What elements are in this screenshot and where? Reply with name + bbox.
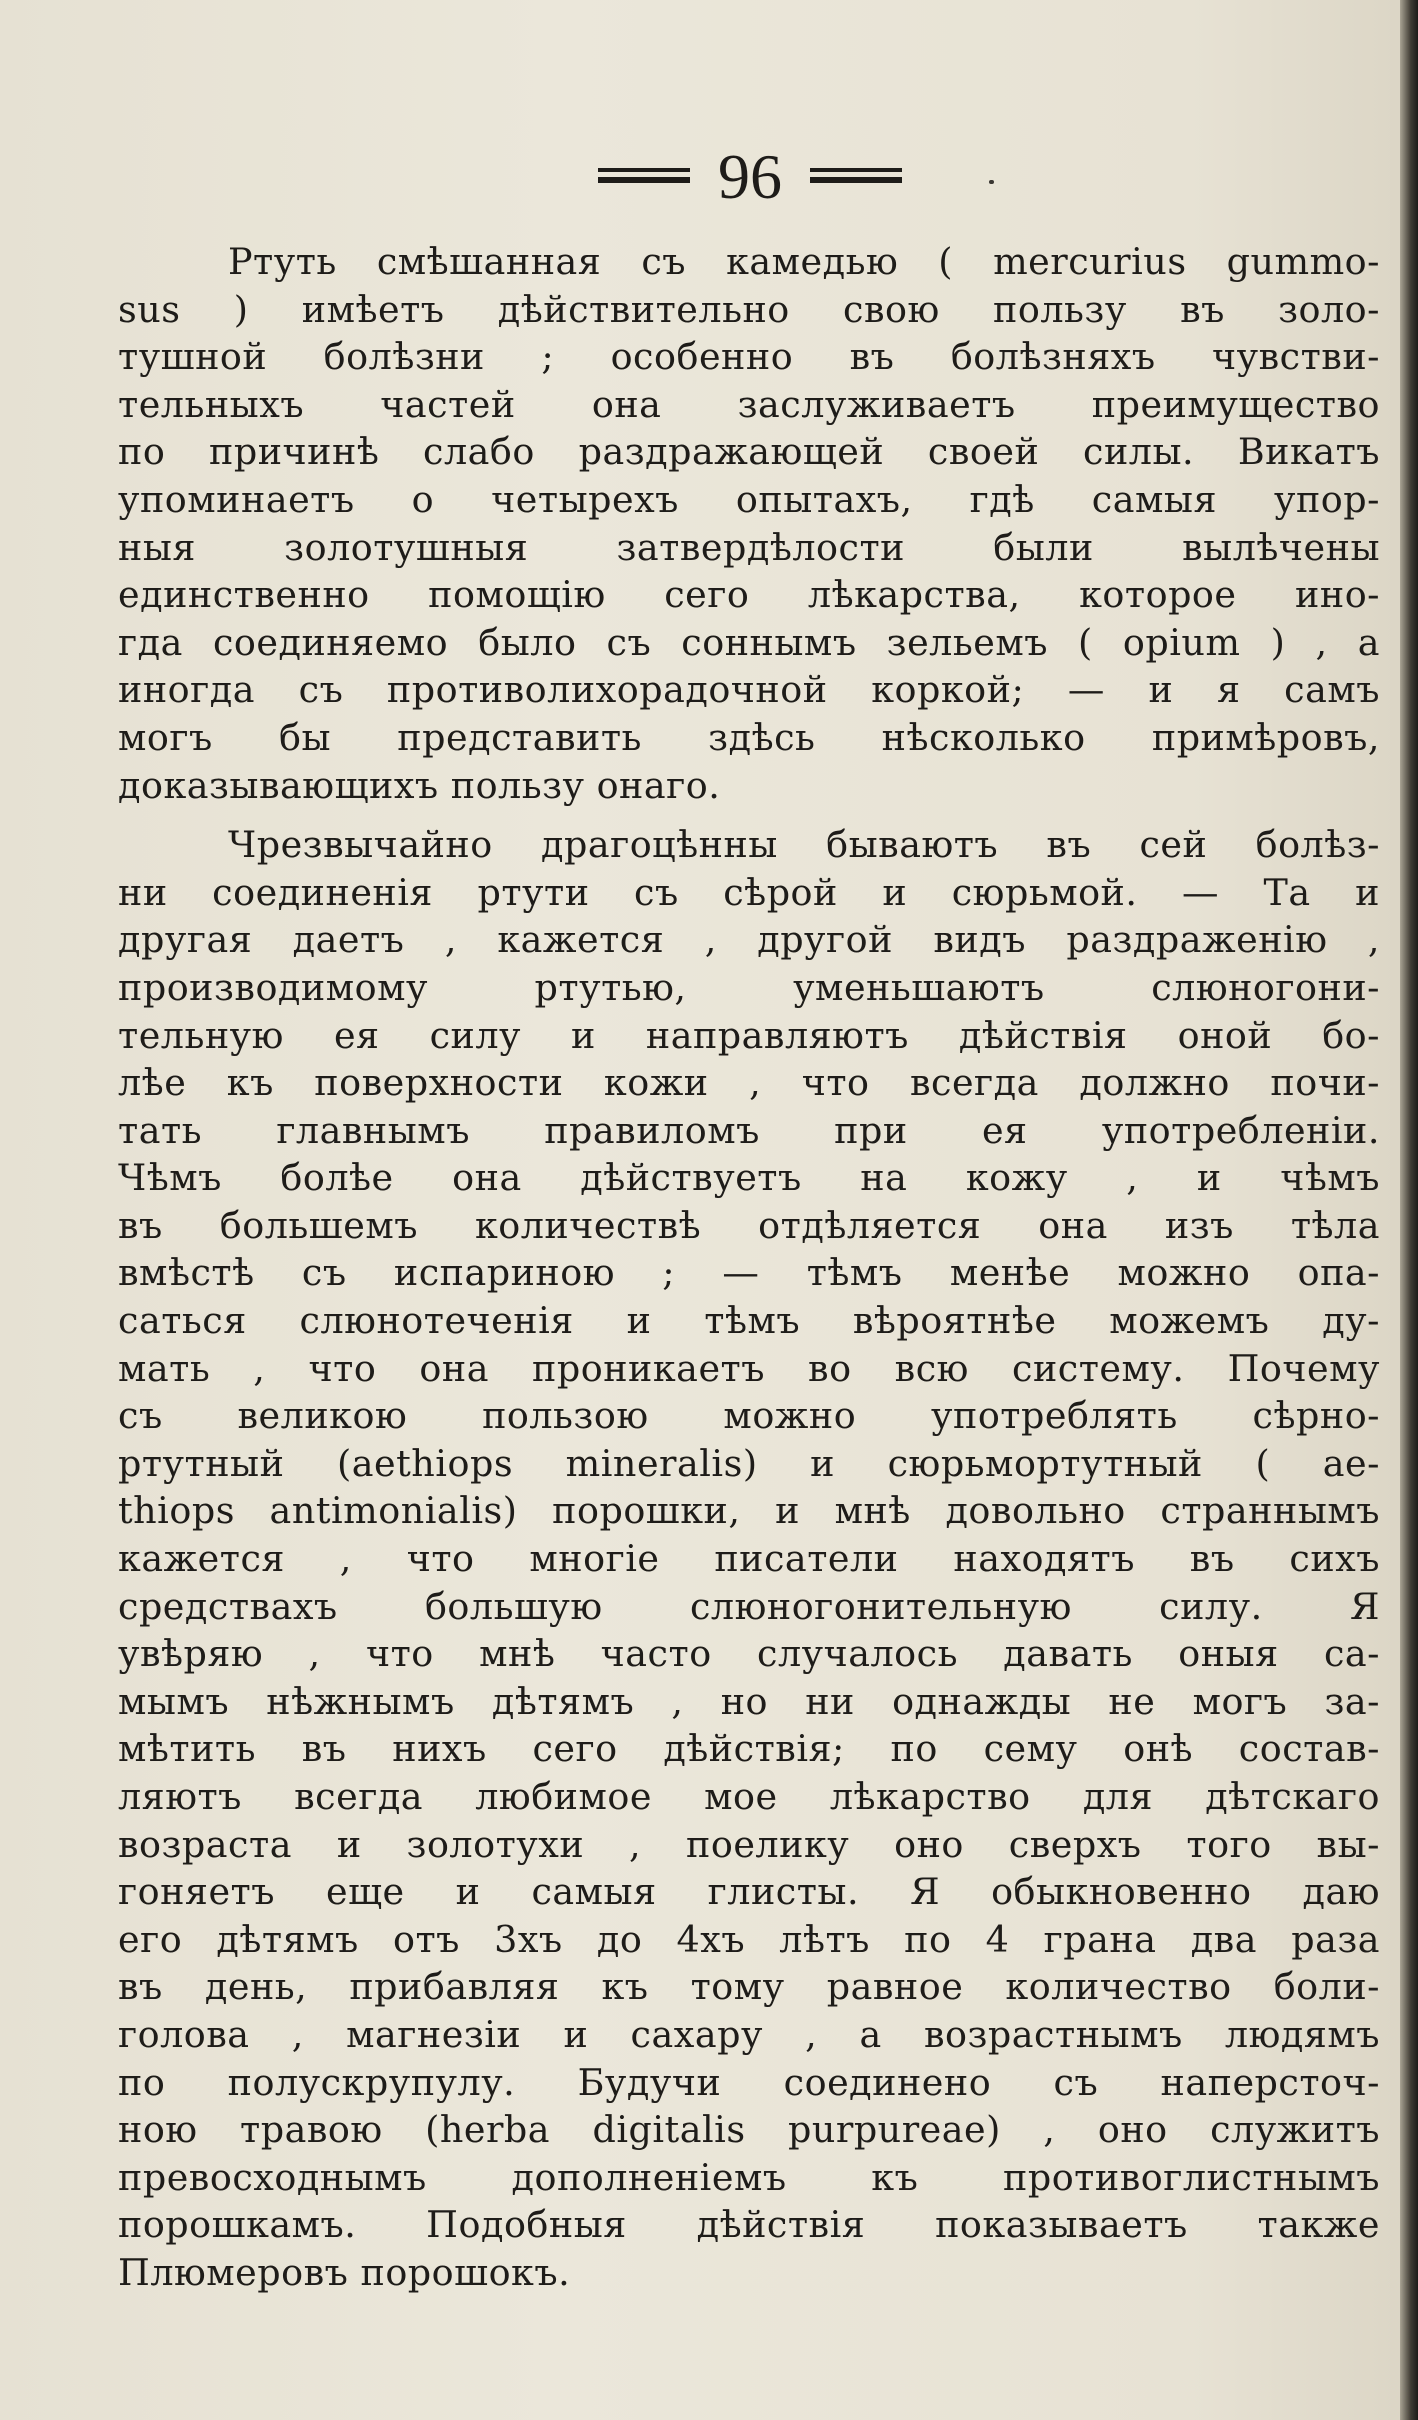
text-line: Чѣмъ болѣе она дѣйствуетъ на кожу , и чѣмъ bbox=[118, 1156, 1380, 1200]
text-line: ныя золотушныя затвердѣлости были вылѣчены bbox=[118, 525, 1380, 569]
text-line: могъ бы представить здѣсь нѣсколько примѣровъ, bbox=[118, 715, 1380, 759]
text-line: средствахъ большую слюногонительную силу. Я bbox=[118, 1584, 1380, 1628]
text-line: Ртуть смѣшанная съ камедью ( mercurius gummo- bbox=[228, 240, 1380, 283]
text-line: порошкамъ. Подобныя дѣйствія показываетъ также bbox=[118, 2203, 1380, 2247]
page-edge-shadow bbox=[1400, 0, 1418, 2420]
text-line: Плюмеровъ порошокъ. bbox=[118, 2250, 571, 2294]
text-line: по полускрупулу. Будучи соединено съ наперсточ- bbox=[118, 2060, 1380, 2104]
decorative-rule-left bbox=[598, 168, 690, 188]
text-line: тушной болѣзни ; особенно въ болѣзняхъ чувстви- bbox=[118, 335, 1380, 379]
text-line: голова , магнезіи и сахару , а возрастнымъ людямъ bbox=[118, 2012, 1380, 2056]
text-line: его дѣтямъ отъ 3хъ до 4хъ лѣтъ по 4 грана два раза bbox=[118, 1917, 1380, 1961]
text-line: thiops antimonialis) порошки, и мнѣ довольно страннымъ bbox=[118, 1489, 1380, 1533]
text-line: кажется , что многіе писатели находятъ въ сихъ bbox=[118, 1537, 1380, 1581]
text-line: ною травою (herba digitalis purpureae) , оно служитъ bbox=[118, 2108, 1380, 2152]
text-line: ртутный (aethiops mineralis) и сюрьмортутный ( ae- bbox=[118, 1441, 1380, 1485]
text-line: лѣе къ поверхности кожи , что всегда должно почи- bbox=[118, 1061, 1380, 1105]
text-line: вмѣстѣ съ испариною ; — тѣмъ менѣе можно опа- bbox=[118, 1251, 1380, 1295]
text-line: тельную ея силу и направляютъ дѣйствія оной бо- bbox=[118, 1013, 1380, 1057]
text-line: иногда съ противолихорадочной коркой; — и я самъ bbox=[118, 668, 1380, 712]
text-line: доказывающихъ пользу онаго. bbox=[118, 763, 721, 807]
text-line: возраста и золотухи , поелику оно сверхъ того вы- bbox=[118, 1822, 1380, 1866]
text-line: единственно помощію сего лѣкарства, которое ино- bbox=[118, 573, 1380, 617]
text-line: мать , что она проникаетъ во всю систему. Почему bbox=[118, 1346, 1380, 1390]
text-line: тать главнымъ правиломъ при ея употребленіи. bbox=[118, 1108, 1380, 1152]
text-line: мѣтить въ нихъ сего дѣйствія; по сему онѣ состав- bbox=[118, 1727, 1380, 1771]
decorative-rule-right bbox=[810, 168, 902, 188]
text-line: ляютъ всегда любимое мое лѣкарство для дѣтскаго bbox=[118, 1775, 1380, 1818]
text-line: тельныхъ частей она заслуживаетъ преимущество bbox=[118, 382, 1380, 426]
text-line: ни соединенія ртути съ сѣрой и сюрьмой. — Та и bbox=[118, 870, 1380, 914]
page-header bbox=[0, 140, 1400, 220]
text-line: sus ) имѣетъ дѣйствительно свою пользу въ золо- bbox=[118, 287, 1380, 331]
text-line: гда соединяемо было съ соннымъ зельемъ ( opium ) , а bbox=[118, 620, 1380, 664]
text-line: превосходнымъ дополненіемъ къ противоглистнымъ bbox=[118, 2155, 1380, 2199]
text-line: въ день, прибавляя къ тому равное количество боли- bbox=[118, 1965, 1380, 2009]
text-line: съ великою пользою можно употреблять сѣрно- bbox=[118, 1394, 1380, 1438]
page-number: 96 bbox=[718, 141, 782, 212]
text-line: саться слюнотеченія и тѣмъ вѣроятнѣе можемъ ду- bbox=[118, 1299, 1380, 1343]
body-text bbox=[118, 238, 1380, 2309]
text-line: по причинѣ слабо раздражающей своей силы. Викатъ bbox=[118, 430, 1380, 474]
text-line: производимому ртутью, уменьшаютъ слюногони- bbox=[118, 965, 1380, 1009]
text-line: другая даетъ , кажется , другой видъ раздраженію , bbox=[118, 918, 1380, 962]
text-line: упоминаетъ о четырехъ опытахъ, гдѣ самыя упор- bbox=[118, 477, 1380, 521]
text-line: увѣряю , что мнѣ часто случалось давать оныя са- bbox=[118, 1632, 1380, 1676]
text-line: мымъ нѣжнымъ дѣтямъ , но ни однажды не могъ за- bbox=[118, 1679, 1380, 1723]
text-line: гоняетъ еще и самыя глисты. Я обыкновенно даю bbox=[118, 1870, 1380, 1914]
ink-speck bbox=[989, 180, 994, 184]
paragraph bbox=[118, 238, 1380, 809]
text-line: въ большемъ количествѣ отдѣляется она изъ тѣла bbox=[118, 1203, 1380, 1247]
text-line: Чрезвычайно драгоцѣнны бываютъ въ сей болѣз- bbox=[228, 823, 1380, 867]
paragraph bbox=[118, 821, 1380, 2296]
